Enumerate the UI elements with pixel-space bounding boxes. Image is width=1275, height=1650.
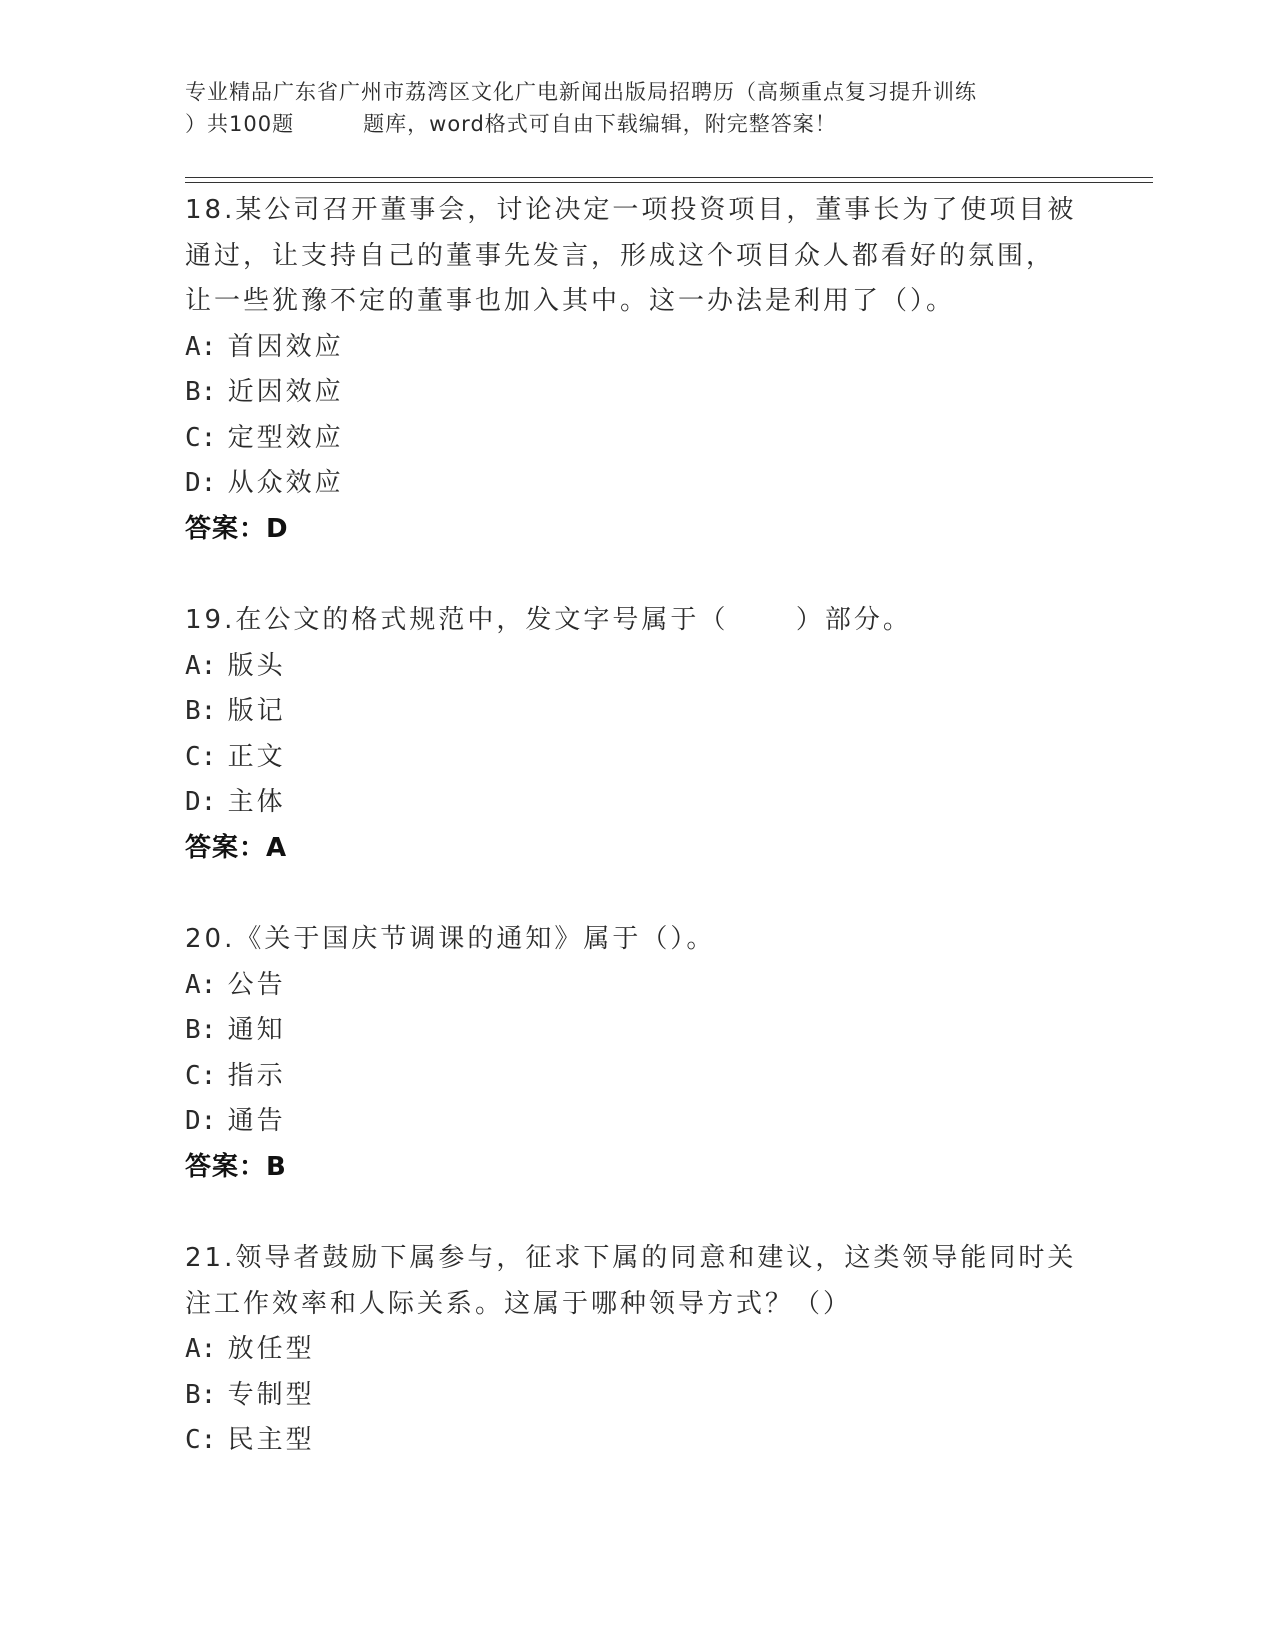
document-header (185, 76, 1085, 140)
option-text: 主体 (227, 787, 286, 817)
question-stem-line: 让一些犹豫不定的董事也加入其中。这一办法是利用了（）。 (185, 286, 956, 316)
option-b (185, 370, 1085, 416)
option-c (185, 416, 1085, 462)
question-stem-line: 21.领导者鼓励下属参与，征求下属的同意和建议，这类领导能同时关 (185, 1243, 1077, 1273)
option-letter: A: (185, 650, 217, 681)
answer-line: 答案：D (185, 513, 289, 544)
option-a (185, 963, 1085, 1009)
option-letter: D: (185, 1106, 217, 1136)
option-letter: B: (185, 377, 217, 407)
option-letter: A: (185, 1334, 217, 1364)
option-c (185, 1418, 1085, 1464)
option-text: 公告 (227, 969, 286, 1000)
option-text: 首因效应 (227, 331, 344, 362)
option-letter: C: (185, 422, 217, 453)
option-c (185, 735, 1085, 781)
option-b (185, 1373, 1085, 1419)
option-letter: D: (185, 787, 217, 817)
option-letter: A: (185, 969, 217, 1000)
option-text: 定型效应 (227, 422, 344, 453)
option-text: 近因效应 (227, 377, 344, 407)
option-d (185, 1099, 1085, 1145)
answer-line: 答案：A (185, 832, 288, 863)
option-b (185, 1008, 1085, 1054)
option-text: 民主型 (227, 1425, 315, 1455)
option-letter: B: (185, 696, 217, 726)
header-divider-top (185, 177, 1153, 178)
question-19 (185, 598, 1085, 871)
option-letter: A: (185, 331, 217, 362)
header-line-1: 专业精品广东省广州市荔湾区文化广电新闻出版局招聘历（高频重点复习提升训练 (185, 80, 977, 104)
option-b (185, 689, 1085, 735)
option-a (185, 644, 1085, 690)
option-letter: C: (185, 1060, 217, 1091)
option-letter: C: (185, 741, 217, 772)
question-20 (185, 917, 1085, 1190)
option-text: 通告 (227, 1106, 286, 1136)
option-text: 通知 (227, 1015, 286, 1045)
question-stem-line: 18.某公司召开董事会，讨论决定一项投资项目，董事长为了使项目被 (185, 195, 1077, 225)
option-text: 放任型 (227, 1334, 315, 1364)
question-stem (185, 598, 1085, 644)
question-stem-line: 19.在公文的格式规范中，发文字号属于（ ）部分。 (185, 605, 912, 635)
option-a (185, 1327, 1085, 1373)
option-text: 专制型 (227, 1379, 315, 1410)
option-d (185, 780, 1085, 826)
option-letter: B: (185, 1379, 217, 1410)
option-text: 版头 (227, 650, 286, 681)
question-18 (185, 188, 1085, 552)
question-stem (185, 917, 1085, 963)
header-line-2: ）共100题 题库，word格式可自由下载编辑，附完整答案！ (185, 112, 837, 136)
question-list (185, 188, 1085, 1510)
option-letter: C: (185, 1425, 217, 1455)
option-letter: D: (185, 468, 217, 498)
question-stem-line: 注工作效率和人际关系。这属于哪种领导方式？（） (185, 1288, 853, 1319)
question-stem-line: 20.《关于国庆节调课的通知》属于（）。 (185, 924, 716, 954)
header-divider-bottom (185, 182, 1153, 183)
option-text: 正文 (227, 741, 286, 772)
option-d (185, 461, 1085, 507)
answer-line: 答案：B (185, 1151, 287, 1182)
option-text: 版记 (227, 696, 286, 726)
option-c (185, 1054, 1085, 1100)
option-letter: B: (185, 1015, 217, 1045)
question-stem-line: 通过，让支持自己的董事先发言，形成这个项目众人都看好的氛围， (185, 240, 1056, 271)
option-text: 指示 (227, 1060, 286, 1091)
question-stem (185, 1236, 1085, 1327)
option-text: 从众效应 (227, 468, 344, 498)
question-21 (185, 1236, 1085, 1464)
option-a (185, 325, 1085, 371)
question-stem (185, 188, 1085, 325)
